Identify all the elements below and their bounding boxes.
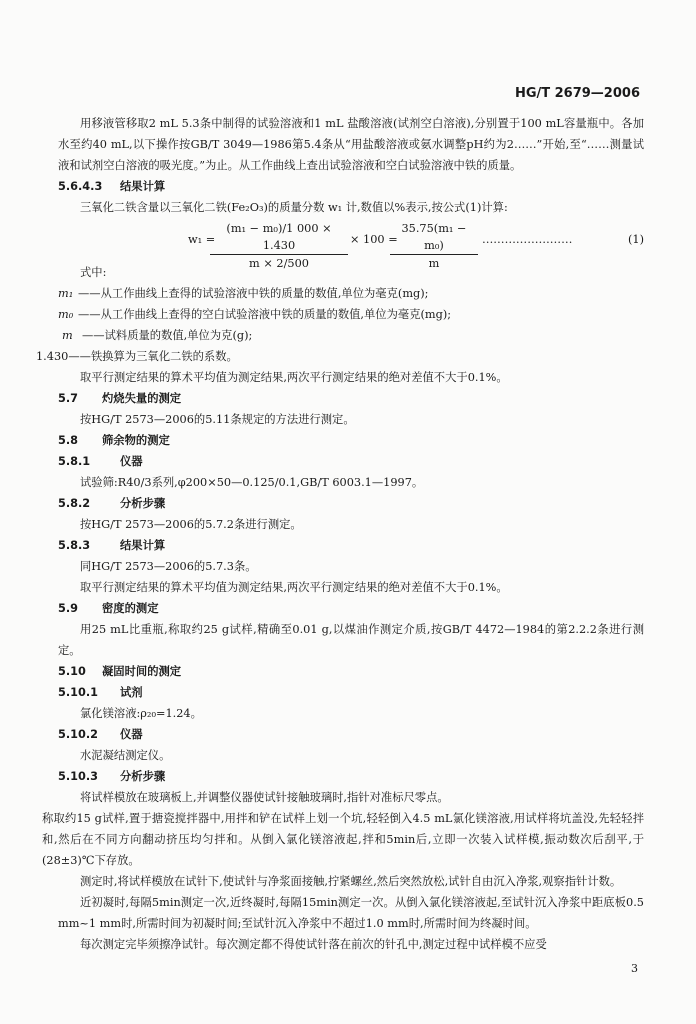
intro-paragraph: 用移液管移取2 mL 5.3条中制得的试验溶液和1 mL 盐酸溶液(试剂空白溶液),分别置于100 mL容量瓶中。各加水至约40 mL,以下操作按GB/T 3049—1986第5.4条从“用盐酸溶液或氨水调整pH约为2……”开始,至“……测量试液和试剂空白溶液的吸光度。”为止。从工作曲线上查出试验溶液和空白试验溶液中铁的质量。 (58, 117, 644, 172)
section-number: 5.10.1 (58, 686, 99, 699)
section-title: 仪器 (120, 455, 143, 468)
formula-fraction-2 (390, 220, 478, 272)
section-number: 5.8.2 (58, 497, 91, 510)
section-title: 灼烧失量的测定 (102, 392, 182, 405)
section-heading (58, 493, 644, 514)
definition-item (58, 283, 644, 304)
section-title: 分析步骤 (120, 770, 166, 783)
section-paragraph: 将试样模放在玻璃板上,并调整仪器使试针接触玻璃时,指针对准标尺零点。 (80, 791, 449, 804)
section-title: 分析步骤 (120, 497, 166, 510)
definition-symbol: m (62, 329, 73, 342)
section-number: 5.10 (58, 665, 86, 678)
section-title: 密度的测定 (102, 602, 159, 615)
section-paragraph: 测定时,将试样模放在试针下,使试针与净浆面接触,拧紧螺丝,然后突然放松,试针自由沉入净浆,观察指针计数。 (80, 875, 622, 888)
fraction-denominator: m × 2/500 (249, 257, 309, 270)
section-heading (58, 661, 644, 682)
section-title: 结果计算 (120, 180, 166, 193)
formula-leader-dots: …………………… (482, 233, 573, 246)
formula-fraction-1 (210, 220, 348, 272)
section-number: 5.8 (58, 434, 79, 447)
section-paragraph: 近初凝时,每隔5min测定一次,近终凝时,每隔15min测定一次。从倒入氯化镁溶液起,至试针沉入净浆中距底板0.5 mm~1 mm时,所需时间为初凝时间;至试针沉入净浆中不超过1.0 mm时,所需时间为终凝时间。 (58, 896, 644, 930)
section-heading (58, 535, 644, 556)
definition-text: ——从工作曲线上查得的试验溶液中铁的质量的数值,单位为毫克(mg); (78, 287, 429, 300)
section-paragraph: 每次测定完毕须擦净试针。每次测定都不得使试针落在前次的针孔中,测定过程中试样模不应受 (80, 938, 547, 951)
section-heading (58, 176, 644, 197)
section-number: 5.8.3 (58, 539, 91, 552)
section-heading (58, 766, 644, 787)
definition-symbol: 1.430 (36, 350, 69, 363)
section-number: 5.9 (58, 602, 79, 615)
section-heading (58, 598, 644, 619)
section-title: 凝固时间的测定 (102, 665, 182, 678)
parallel-result-note: 取平行测定结果的算术平均值为测定结果,两次平行测定结果的绝对差值不大于0.1%。 (80, 371, 508, 384)
fraction-numerator: 35.75(m₁ − m₀) (390, 220, 478, 255)
section-paragraph: 水泥凝结测定仪。 (80, 749, 171, 762)
section-title: 试剂 (120, 686, 143, 699)
definition-symbol: m₁ (58, 287, 74, 300)
section-paragraph: 称取约15 g试样,置于搪瓷搅拌器中,用拌和铲在试样上划一个坑,轻轻倒入4.5 mL氯化镁溶液,用试样将坑盖没,先轻轻拌和,然后在不同方向翻动挤压均匀拌和。从倒入氯化镁溶液起,拌和5min后,立即一次装入试样模,振动数次后刮平,于(28±3)℃下存放。 (42, 812, 644, 867)
section-paragraph: 氯化镁溶液:ρ₂₀=1.24。 (80, 707, 202, 720)
fraction-numerator: (m₁ − m₀)/1 000 × 1.430 (210, 220, 348, 255)
section-paragraph: 按HG/T 2573—2006的5.11条规定的方法进行测定。 (80, 413, 355, 426)
section-heading (58, 724, 644, 745)
calc-paragraph: 三氧化二铁含量以三氧化二铁(Fe₂O₃)的质量分数 w₁ 计,数值以%表示,按公式(1)计算: (80, 201, 508, 214)
section-number: 5.10.2 (58, 728, 99, 741)
section-number: 5.6.4.3 (58, 180, 103, 193)
section-paragraph: 按HG/T 2573—2006的5.7.2条进行测定。 (80, 518, 302, 531)
section-heading (58, 430, 644, 451)
definition-text: ——从工作曲线上查得的空白试验溶液中铁的质量的数值,单位为毫克(mg); (78, 308, 452, 321)
section-heading (58, 451, 644, 472)
definition-item (58, 325, 644, 346)
section-title: 结果计算 (120, 539, 166, 552)
section-paragraph: 试验筛:R40/3系列,φ200×50—0.125/0.1,GB/T 6003.1—1997。 (80, 476, 424, 489)
section-paragraph: 同HG/T 2573—2006的5.7.3条。 (80, 560, 257, 573)
formula-middle: × 100 = (350, 233, 398, 246)
section-title: 筛余物的测定 (102, 434, 170, 447)
definition-item (36, 346, 644, 367)
formula-lhs: w₁ = (188, 233, 216, 246)
definition-symbol: m₀ (58, 308, 74, 321)
parallel-result-note: 取平行测定结果的算术平均值为测定结果,两次平行测定结果的绝对差值不大于0.1%。 (80, 581, 508, 594)
standard-code: HG/T 2679—2006 (514, 86, 640, 101)
page-number: 3 (631, 962, 638, 975)
definition-item (58, 304, 644, 325)
document-body (36, 113, 644, 955)
section-number: 5.7 (58, 392, 79, 405)
section-heading (58, 388, 644, 409)
where-label: 式中: (80, 266, 107, 279)
section-paragraph: 用25 mL比重瓶,称取约25 g试样,精确至0.01 g,以煤油作测定介质,按GB/T 4472—1984的第2.2.2条进行测定。 (58, 623, 644, 657)
definition-text: ——试料质量的数值,单位为克(g); (82, 329, 253, 342)
section-number: 5.10.3 (58, 770, 99, 783)
section-title: 仪器 (120, 728, 143, 741)
fraction-denominator: m (428, 257, 440, 270)
section-number: 5.8.1 (58, 455, 91, 468)
section-heading (58, 682, 644, 703)
definition-text: ——铁换算为三氧化二铁的系数。 (68, 350, 238, 363)
equation-number: (1) (627, 233, 644, 246)
